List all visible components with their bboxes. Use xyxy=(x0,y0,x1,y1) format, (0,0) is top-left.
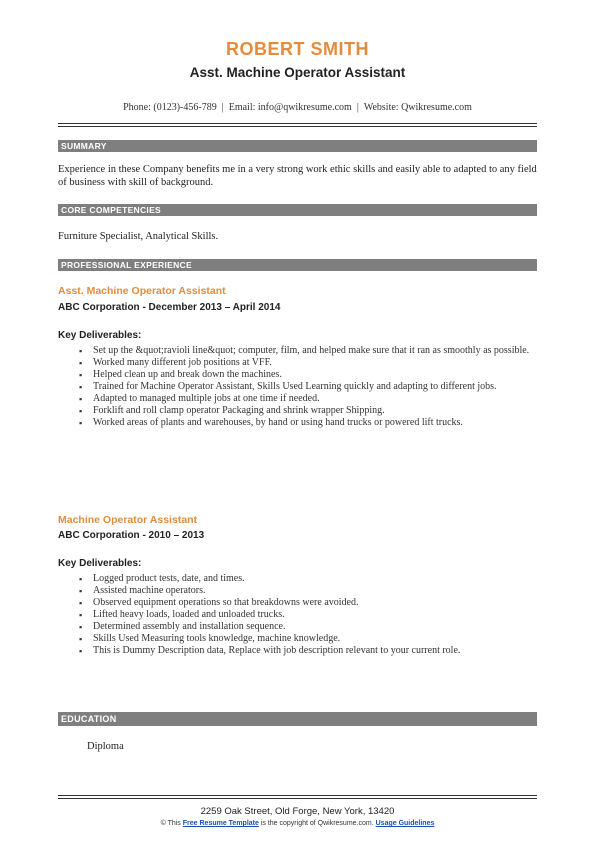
job-bullet-list xyxy=(79,345,534,429)
contact-separator: | xyxy=(221,102,224,113)
education-heading: EDUCATION xyxy=(58,712,537,726)
copyright-middle: is the copyright of Qwikresume.com. xyxy=(260,820,374,827)
summary-text: Experience in these Company benefits me in a very strong work ethic skills and easily able to adapted to any field of business with skill of background. xyxy=(58,164,537,188)
copyright-prefix: © This xyxy=(160,820,181,827)
list-item: ▪ Lifted heavy loads, loaded and unloaded trucks. xyxy=(79,609,534,621)
list-item: ▪ Assisted machine operators. xyxy=(79,585,534,597)
list-item: ▪ Trained for Machine Operator Assistant, Skills Used Learning quickly and adapting to different jobs. xyxy=(79,381,534,393)
resume-header xyxy=(0,38,595,81)
education-item: Diploma xyxy=(87,741,124,752)
contact-separator: | xyxy=(356,102,359,113)
candidate-title: Asst. Machine Operator Assistant xyxy=(189,65,406,80)
footer-address: 2259 Oak Street, Old Forge, New York, 13420 xyxy=(200,806,395,817)
list-item: ▪ Observed equipment operations so that breakdowns were avoided. xyxy=(79,597,534,609)
list-item: ▪ Forklift and roll clamp operator Packaging and shrink wrapper Shipping. xyxy=(79,405,534,417)
job-title: Machine Operator Assistant xyxy=(58,514,198,526)
list-item: ▪ Skills Used Measuring tools knowledge, machine knowledge. xyxy=(79,633,534,645)
job-org-dates: ABC Corporation - 2010 – 2013 xyxy=(58,530,205,541)
competencies-text: Furniture Specialist, Analytical Skills. xyxy=(58,231,219,242)
key-deliverables-label: Key Deliverables: xyxy=(58,558,142,569)
summary-heading: SUMMARY xyxy=(58,140,537,152)
list-item: ▪ Determined assembly and installation sequence. xyxy=(79,621,534,633)
header-divider xyxy=(58,123,537,127)
key-deliverables-label: Key Deliverables: xyxy=(58,330,142,341)
list-item: ▪ Helped clean up and break down the machines. xyxy=(79,369,534,381)
contact-website: Website: Qwikresume.com xyxy=(363,102,472,113)
list-item: ▪ Logged product tests, date, and times. xyxy=(79,573,534,585)
usage-guidelines-link[interactable]: Usage Guidelines xyxy=(375,820,435,827)
experience-heading: PROFESSIONAL EXPERIENCE xyxy=(58,259,537,271)
candidate-name: ROBERT SMITH xyxy=(226,39,369,59)
list-item: ▪ Worked many different job positions at VFF. xyxy=(79,357,534,369)
contact-line xyxy=(0,102,595,114)
footer-copyright xyxy=(0,819,595,828)
competencies-heading: CORE COMPETENCIES xyxy=(58,204,537,216)
list-item: ▪ Adapted to managed multiple jobs at one time if needed. xyxy=(79,393,534,405)
footer-divider xyxy=(58,795,537,799)
job-title: Asst. Machine Operator Assistant xyxy=(58,285,226,297)
list-item: ▪ This is Dummy Description data, Replace with job description relevant to your current role. xyxy=(79,645,534,657)
free-resume-template-link[interactable]: Free Resume Template xyxy=(182,820,259,827)
job-org-dates: ABC Corporation - December 2013 – April 2014 xyxy=(58,302,281,313)
contact-phone: Phone: (0123)-456-789 xyxy=(123,102,217,113)
contact-email: Email: info@qwikresume.com xyxy=(228,102,352,113)
list-item: ▪ Worked areas of plants and warehouses, by hand or using hand trucks or powered lift trucks. xyxy=(79,417,534,429)
job-bullet-list xyxy=(79,573,534,657)
list-item: ▪ Set up the &quot;ravioli line&quot; computer, film, and helped make sure that it ran as smoothly as possible. xyxy=(79,345,534,357)
